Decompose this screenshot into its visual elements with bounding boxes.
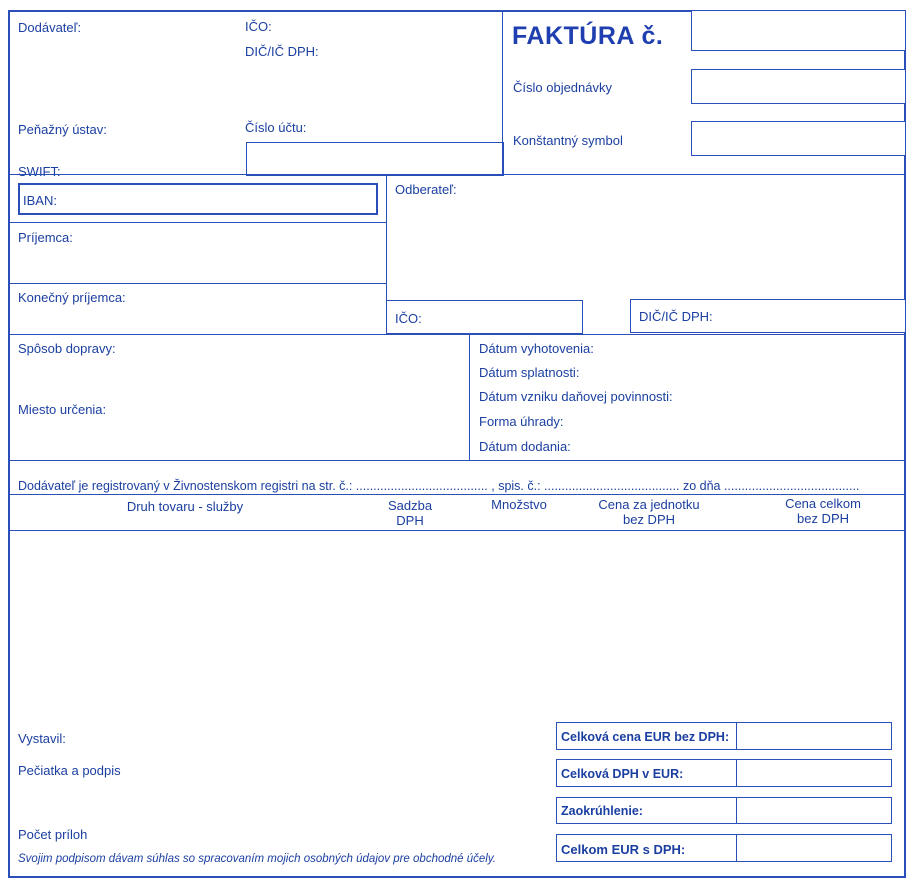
items-body-top-line: [8, 530, 906, 531]
invoice-number-field[interactable]: [691, 10, 906, 51]
order-number-label: Číslo objednávky: [513, 80, 612, 95]
rounding-divider: [736, 797, 737, 824]
constant-symbol-label: Konštantný symbol: [513, 133, 623, 148]
col-vat-rate-header-line1: Sadzba: [387, 498, 433, 513]
col-total-header-line2: bez DPH: [796, 511, 850, 526]
col-total-header-line1: Cena celkom: [785, 496, 861, 511]
items-body[interactable]: [10, 532, 904, 712]
transport-method-label: Spôsob dopravy:: [18, 341, 116, 356]
destination-label: Miesto určenia:: [18, 402, 107, 417]
stamp-signature-label: Pečiatka a podpis: [18, 763, 121, 778]
account-number-field[interactable]: [246, 142, 504, 176]
order-number-field[interactable]: [691, 69, 906, 104]
iban-label: IBAN:: [23, 193, 57, 208]
total-with-vat-label: Celkom EUR s DPH:: [561, 842, 686, 857]
customer-dic-label: DIČ/IČ DPH:: [639, 309, 713, 324]
supplier-dic-label: DIČ/IČ DPH:: [245, 44, 319, 59]
recipient-top-line: [8, 222, 386, 223]
total-with-vat-divider: [736, 834, 737, 862]
total-with-vat-value[interactable]: [738, 836, 890, 860]
customer-label: Odberateľ:: [395, 182, 457, 197]
swift-label: SWIFT:: [18, 164, 61, 179]
issue-date-label: Dátum vyhotovenia:: [479, 341, 594, 356]
supplier-ico-label: IČO:: [245, 19, 272, 34]
final-recipient-label: Konečný príjemca:: [18, 290, 126, 305]
registry-text: Dodávateľ je registrovaný v Živnostenskom registri na str. č.: ...................................... , spis. č.: ....................................... zo dňa .......................................: [18, 479, 860, 493]
final-recipient-top-line: [8, 283, 386, 284]
payment-form-label: Forma úhrady:: [479, 414, 564, 429]
supplier-bottom-line: [8, 174, 906, 175]
col-unit-price-header-line1: Cena za jednotku: [598, 497, 700, 512]
account-number-label: Číslo účtu:: [245, 120, 307, 135]
col-unit-price-header-line2: bez DPH: [622, 512, 676, 527]
items-header-top-line: [8, 494, 906, 495]
bank-label: Peňažný ústav:: [18, 122, 107, 137]
rounding-value[interactable]: [738, 799, 890, 822]
delivery-date-label: Dátum dodania:: [479, 439, 571, 454]
col-goods-header: Druh tovaru - služby: [126, 499, 244, 514]
invoice-title: FAKTÚRA č.: [512, 22, 664, 50]
recipient-label: Príjemca:: [18, 230, 73, 245]
total-vat-divider: [736, 759, 737, 787]
constant-symbol-field[interactable]: [691, 121, 906, 156]
tax-date-label: Dátum vzniku daňovej povinnosti:: [479, 389, 673, 404]
total-without-vat-divider: [736, 722, 737, 750]
issued-by-label: Vystavil:: [18, 731, 66, 746]
iban-field[interactable]: [18, 183, 378, 215]
total-vat-value[interactable]: [738, 761, 890, 785]
total-without-vat-label: Celková cena EUR bez DPH:: [561, 730, 730, 744]
col-vat-rate-header-line2: DPH: [396, 513, 424, 528]
attachments-count-label: Počet príloh: [18, 827, 88, 842]
dates-divider: [469, 334, 470, 460]
col-quantity-header: Množstvo: [491, 497, 547, 512]
due-date-label: Dátum splatnosti:: [479, 365, 580, 380]
total-vat-label: Celková DPH v EUR:: [561, 767, 684, 781]
total-without-vat-value[interactable]: [738, 724, 890, 748]
rounding-label: Zaokrúhlenie:: [561, 804, 643, 818]
supplier-label: Dodávateľ:: [18, 20, 82, 35]
customer-ico-label: IČO:: [395, 311, 422, 326]
header-divider: [502, 10, 503, 174]
consent-text: Svojim podpisom dávam súhlas so spracovaním mojich osobných údajov pre obchodné účely.: [18, 853, 496, 865]
transport-top-line: [8, 334, 906, 335]
registry-top-line: [8, 460, 906, 461]
